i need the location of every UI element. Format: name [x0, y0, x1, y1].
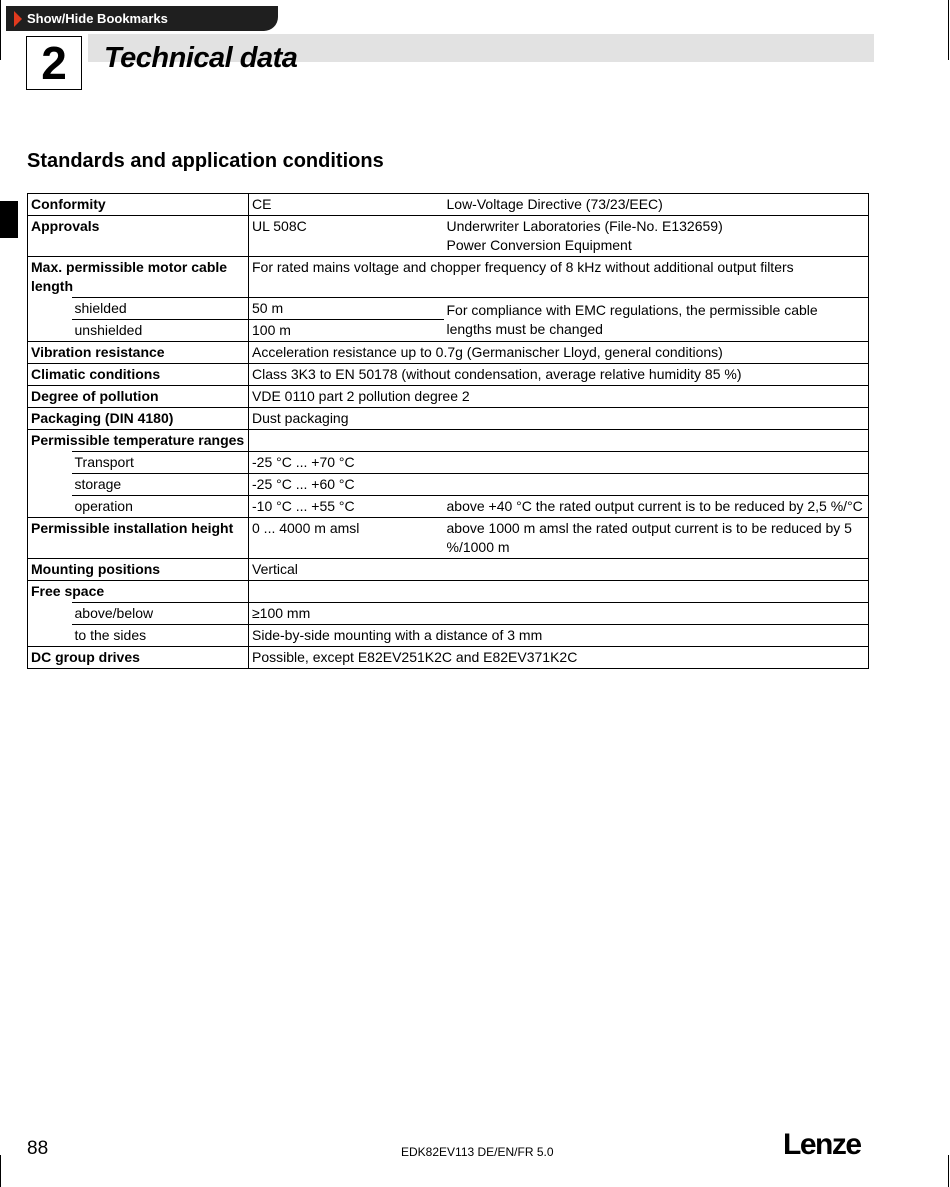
sub-label: operation: [72, 496, 249, 518]
sub-value: Side-by-side mounting with a distance of 3 mm: [249, 625, 869, 647]
row-label: DC group drives: [28, 647, 249, 669]
row-value: Vertical: [249, 559, 869, 581]
row-note: above 1000 m amsl the rated output current is to be reduced by 5 %/1000 m: [444, 518, 869, 559]
show-hide-bookmarks-button[interactable]: [6, 6, 278, 31]
row-label: Approvals: [28, 216, 249, 257]
table-row: [28, 452, 869, 474]
sub-value: -10 °C ... +55 °C: [249, 496, 444, 518]
table-row: [28, 298, 869, 320]
indent-cell: [28, 496, 72, 518]
page-title: Technical data: [104, 42, 298, 74]
sub-label: storage: [72, 474, 249, 496]
row-label: Permissible installation height: [28, 518, 249, 559]
row-label: Packaging (DIN 4180): [28, 408, 249, 430]
sub-value: ≥100 mm: [249, 603, 869, 625]
row-value: Dust packaging: [249, 408, 869, 430]
sub-label: to the sides: [72, 625, 249, 647]
table-row: [28, 518, 869, 559]
chapter-number: 2: [26, 36, 82, 90]
document-id: EDK82EV113 DE/EN/FR 5.0: [401, 1145, 554, 1159]
standards-table: [27, 193, 869, 669]
indent-cell: [28, 603, 72, 625]
sub-label: shielded: [72, 298, 249, 320]
sub-value: -25 °C ... +70 °C: [249, 452, 869, 474]
sub-label: above/below: [72, 603, 249, 625]
row-value: For rated mains voltage and chopper frequency of 8 kHz without additional output filters: [249, 257, 869, 298]
row-value: [249, 430, 869, 452]
indent-cell: [28, 474, 72, 496]
indent-cell: [28, 452, 72, 474]
row-label: Permissible temperature ranges: [28, 430, 249, 452]
indent-cell: [28, 298, 72, 320]
row-note: For compliance with EMC regulations, the permissible cable lengths must be changed: [444, 298, 869, 342]
table-row: [28, 257, 869, 298]
sub-value: 50 m: [249, 298, 444, 320]
sub-value: 100 m: [249, 320, 444, 342]
row-note: [444, 216, 869, 257]
row-label: Mounting positions: [28, 559, 249, 581]
page-edge-right-bottom: [948, 1155, 949, 1187]
thumb-index-marker: [0, 201, 18, 238]
table-row: [28, 581, 869, 603]
row-value: [249, 581, 869, 603]
row-note: Low-Voltage Directive (73/23/EEC): [444, 194, 869, 216]
row-label: Degree of pollution: [28, 386, 249, 408]
page-edge-left-bottom: [0, 1155, 1, 1187]
table-row: [28, 559, 869, 581]
triangle-right-icon: [14, 11, 22, 27]
sub-label: unshielded: [72, 320, 249, 342]
table-row: [28, 603, 869, 625]
note-line: Power Conversion Equipment: [446, 237, 632, 253]
indent-cell: [28, 320, 72, 342]
section-title: Standards and application conditions: [27, 150, 384, 172]
table-row: [28, 625, 869, 647]
table-row: [28, 386, 869, 408]
row-label: Free space: [28, 581, 249, 603]
row-label: Climatic conditions: [28, 364, 249, 386]
indent-cell: [28, 625, 72, 647]
row-label: Max. permissible motor cable length: [28, 257, 249, 298]
page-edge-left: [0, 0, 1, 60]
row-value: VDE 0110 part 2 pollution degree 2: [249, 386, 869, 408]
sub-value: -25 °C ... +60 °C: [249, 474, 869, 496]
row-value: Possible, except E82EV251K2C and E82EV371K2C: [249, 647, 869, 669]
table-row: [28, 408, 869, 430]
sub-label: Transport: [72, 452, 249, 474]
row-note: above +40 °C the rated output current is to be reduced by 2,5 %/°C: [444, 496, 869, 518]
row-value: CE: [249, 194, 444, 216]
table-row: [28, 194, 869, 216]
note-line: Underwriter Laboratories (File-No. E132659): [446, 218, 723, 234]
bookmarks-button-label: Show/Hide Bookmarks: [27, 11, 168, 26]
row-value: UL 508C: [249, 216, 444, 257]
table-row: [28, 342, 869, 364]
table-row: [28, 364, 869, 386]
row-label: Vibration resistance: [28, 342, 249, 364]
page-number: 88: [27, 1138, 49, 1159]
table-row: [28, 647, 869, 669]
table-row: [28, 430, 869, 452]
row-label: Conformity: [28, 194, 249, 216]
table-row: [28, 496, 869, 518]
table-row: [28, 216, 869, 257]
table-row: [28, 474, 869, 496]
page-edge-right: [948, 0, 949, 60]
row-value: Class 3K3 to EN 50178 (without condensation, average relative humidity 85 %): [249, 364, 869, 386]
row-value: Acceleration resistance up to 0.7g (Germanischer Lloyd, general conditions): [249, 342, 869, 364]
lenze-logo: Lenze: [783, 1128, 861, 1161]
row-value: 0 ... 4000 m amsl: [249, 518, 444, 559]
